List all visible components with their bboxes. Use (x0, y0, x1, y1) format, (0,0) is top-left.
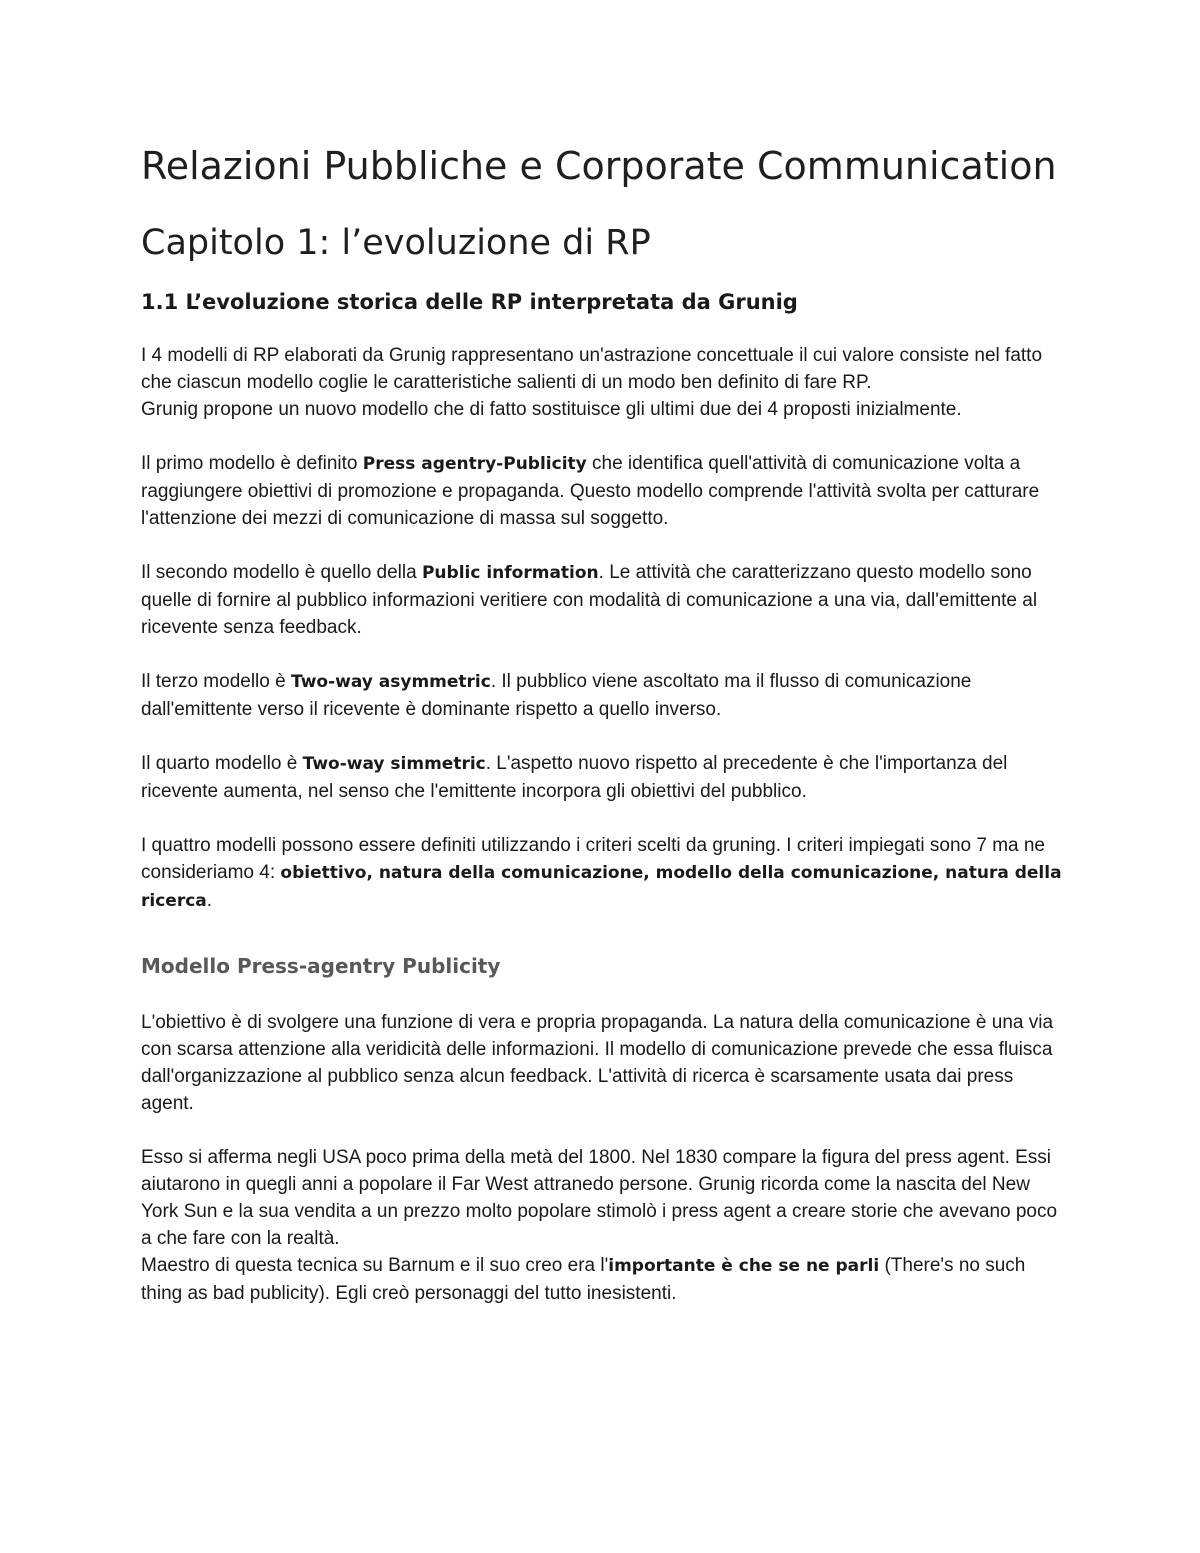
intro-paragraph (141, 342, 1071, 423)
model2-name: Public information (421, 563, 599, 583)
model2-paragraph (141, 559, 1071, 641)
model4-name: Two-way simmetric (302, 754, 486, 774)
document-title: Relazioni Pubbliche e Corporate Communication (141, 144, 1057, 188)
model1-name: Press agentry-Publicity (362, 454, 587, 474)
intro-text-2: Grunig propone un nuovo modello che di fatto sostituisce gli ultimi due dei 4 proposti inizialmente. (141, 399, 962, 420)
model1-text: Il primo modello è definito (141, 453, 363, 474)
document-body (141, 342, 1071, 1334)
press-agentry-paragraph: L'obiettivo è di svolgere una funzione di vera e propria propaganda. La natura della comunicazione è una via con scarsa attenzione alla veridicità delle informazioni. Il modello di comunicazione prevede che essa fluisca dall'organizzazione al pubblico senza alcun feedback. L'attività di ricerca è scarsamente usata dai press agent. (141, 1012, 1054, 1114)
barnum-end: (There's no such thing as bad publicity). Egli creò personaggi del tutto inesistenti. (141, 1255, 1026, 1304)
barnum-text: Maestro di questa tecnica su Barnum e il suo creo era l' (141, 1255, 609, 1276)
model3-description: . Il pubblico viene ascoltato ma il flusso di comunicazione dall'emittente verso il ricevente è dominante rispetto a quello inverso. (141, 671, 972, 720)
model4-description: . L'aspetto nuovo rispetto al precedente è che l'importanza del ricevente aumenta, nel senso che l'emittente incorpora gli obiettivi del pubblico. (141, 753, 1008, 802)
criteria-list: obiettivo, natura della comunicazione, modello della comunicazione, natura della ricerca (141, 863, 1062, 911)
model3-paragraph (141, 668, 1071, 723)
history-paragraph (141, 1144, 1071, 1307)
model3-text: Il terzo modello è (141, 671, 291, 692)
model1-description: che identifica quell'attività di comunicazione volta a raggiungere obiettivi di promozione e propaganda. Questo modello comprende l'attività svolta per catturare l'attenzione dei mezzi di comunicazione di massa sul soggetto. (141, 453, 1040, 529)
subsection-heading: Modello Press-agentry Publicity (141, 954, 501, 978)
barnum-motto: importante è che se ne parli (608, 1256, 880, 1276)
model4-paragraph (141, 750, 1071, 805)
criteria-paragraph (141, 832, 1071, 915)
model3-name: Two-way asymmetric (290, 672, 491, 692)
section-heading: 1.1 L’evoluzione storica delle RP interpretata da Grunig (141, 290, 798, 314)
criteria-end: . (206, 890, 213, 911)
model2-description: . Le attività che caratterizzano questo modello sono quelle di fornire al pubblico informazioni veritiere con modalità di comunicazione a una via, dall'emittente al ricevente senza feedback. (141, 562, 1038, 638)
history-text: Esso si afferma negli USA poco prima della metà del 1800. Nel 1830 compare la figura del press agent. Essi aiutarono in quegli anni a popolare il Far West attranedo persone. Grunig ricorda come la nascita del New York Sun e la sua vendita a un prezzo molto popolare stimolò i press agent a creare storie che avevano poco a che fare con la realtà. (141, 1147, 1058, 1249)
intro-text-1: I 4 modelli di RP elaborati da Grunig rappresentano un'astrazione concettuale il cui valore consiste nel fatto che ciascun modello coglie le caratteristiche salienti di un modo ben definito di fare RP. (141, 345, 1043, 393)
model1-paragraph (141, 450, 1071, 532)
model2-text: Il secondo modello è quello della (141, 562, 422, 583)
chapter-heading: Capitolo 1: l’evoluzione di RP (141, 223, 651, 263)
criteria-text: I quattro modelli possono essere definiti utilizzando i criteri scelti da gruning. I criteri impiegati sono 7 ma ne consideriamo 4: (141, 835, 1046, 883)
model4-text: Il quarto modello è (141, 753, 303, 774)
